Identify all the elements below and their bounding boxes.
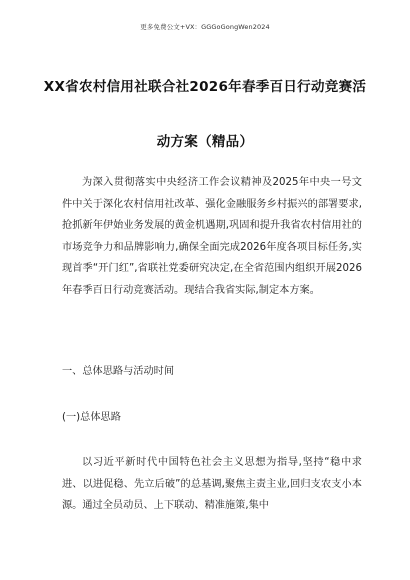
document-title-line-1: XX省农村信用社联合社2026年春季百日行动竞赛活 [43, 79, 367, 95]
header-promo-note: 更多免费公文+VX：GGGoGongWen2024 [140, 23, 270, 31]
body-paragraph: 以习近平新时代中国特色社会主义思想为指导,坚持“稳中求进、以进促稳、先立后破”的总基调,聚焦主责主业,回归支农支小本源。通过全员动员、上下联动、精准施策,集中 [62, 457, 362, 511]
document-title-line-2: 动方案（精品） [156, 134, 254, 150]
subsection-heading: (一)总体思路 [62, 412, 121, 423]
intro-paragraph: 为深入贯彻落实中央经济工作会议精神及2025年中央一号文件中关于深化农村信用社改革、强化金融服务乡村振兴的部署要求,抢抓新年伊始业务发展的黄金机遇期,巩固和提升我省农村信用社的市场竞争力和品牌影响力,确保全面完成2026年度各项目标任务,实现首季“开门红”,省联社党委研究决定,在全省范围内组织开展2026年春季百日行动竞赛活动。现结合我省实际,制定本方案。 [62, 177, 362, 296]
section-heading: 一、总体思路与活动时间 [62, 366, 175, 377]
